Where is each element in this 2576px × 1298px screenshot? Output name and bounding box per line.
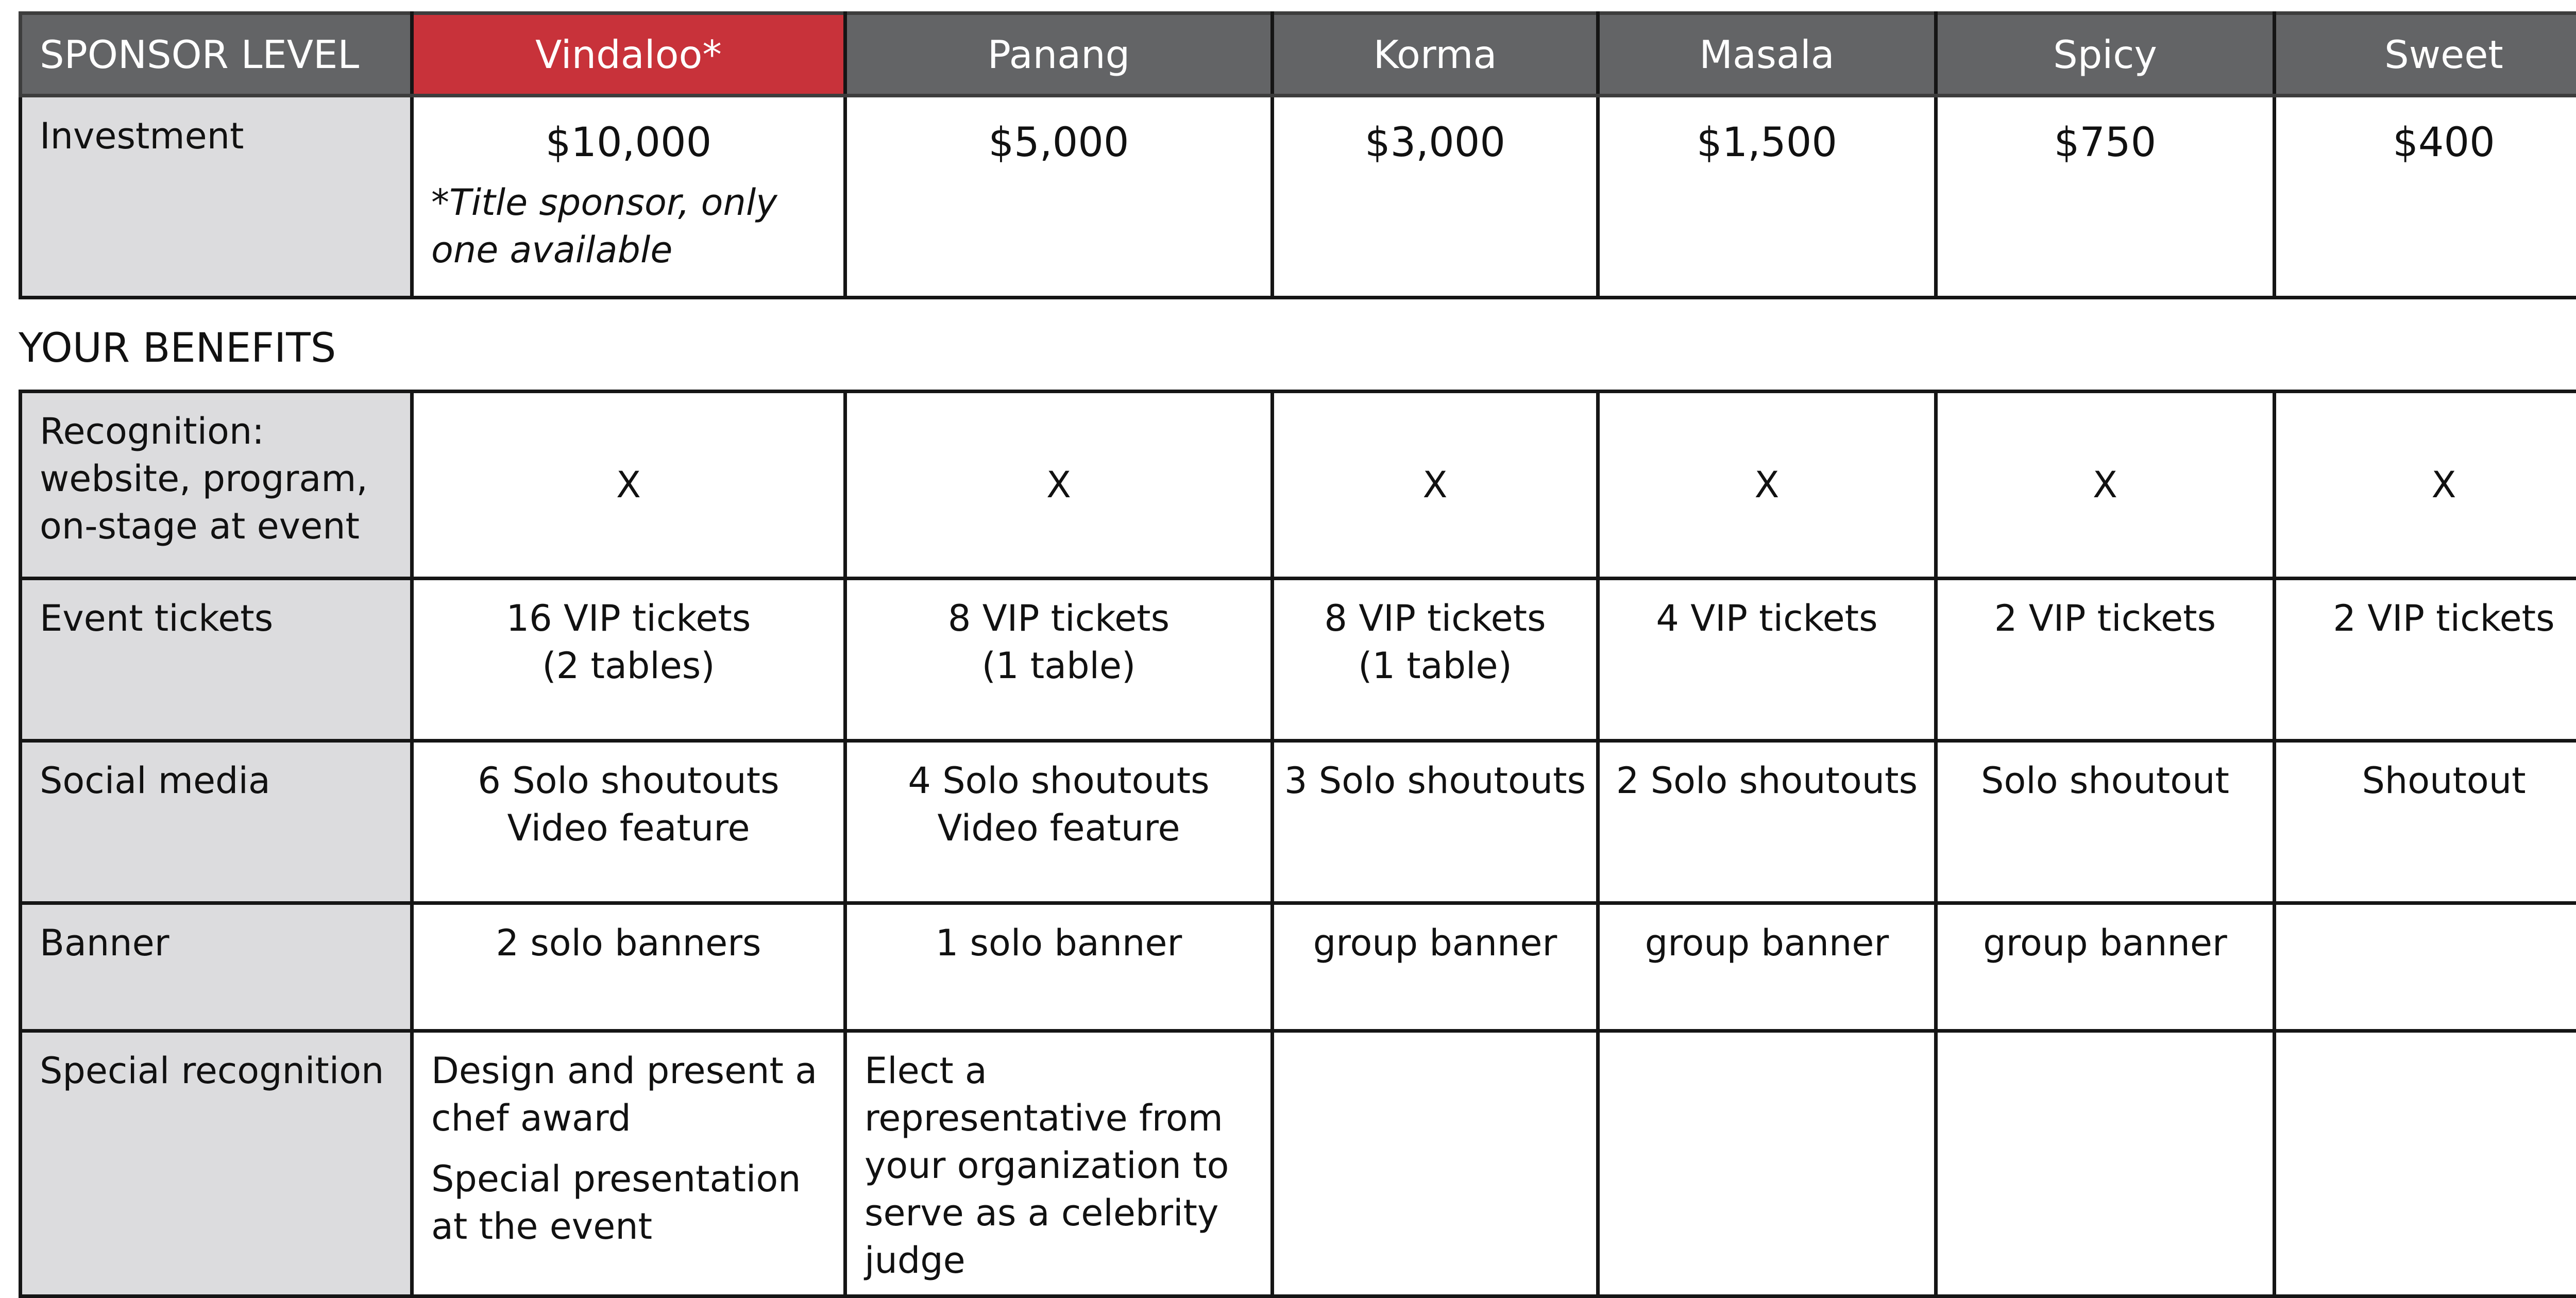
level-masala-header: Masala xyxy=(1598,13,1936,96)
vindaloo-tickets xyxy=(412,579,845,741)
benefits-section-title: YOUR BENEFITS xyxy=(19,326,336,371)
korma-special xyxy=(1273,1031,1598,1296)
masala-tickets-count: 4 VIP tickets xyxy=(1600,595,1934,642)
korma-investment: $3,000 xyxy=(1274,97,1596,168)
spicy-investment: $750 xyxy=(1938,97,2273,168)
sponsor-level-header-row xyxy=(21,13,2576,96)
panang-special xyxy=(845,1031,1273,1296)
panang-social xyxy=(845,741,1273,903)
masala-social xyxy=(1598,741,1936,903)
vindaloo-social xyxy=(412,741,845,903)
sweet-tickets-count: 2 VIP tickets xyxy=(2276,595,2576,642)
benefits-table xyxy=(19,390,2576,1298)
sweet-investment: $400 xyxy=(2276,97,2576,168)
sweet-banner xyxy=(2275,903,2576,1031)
korma-banner: group banner xyxy=(1273,903,1598,1031)
spicy-recognition-mark: X xyxy=(1936,392,2275,579)
masala-shoutouts: 2 Solo shoutouts xyxy=(1600,757,1934,804)
sweet-tickets xyxy=(2275,579,2576,741)
spicy-tickets xyxy=(1936,579,2275,741)
panang-tickets-tables: (1 table) xyxy=(847,642,1270,689)
sponsor-level-table xyxy=(19,11,2576,299)
spicy-social xyxy=(1936,741,2275,903)
vindaloo-video-feature: Video feature xyxy=(414,804,843,852)
masala-banner: group banner xyxy=(1598,903,1936,1031)
special-recognition-row xyxy=(21,1031,2576,1296)
spicy-shoutouts: Solo shoutout xyxy=(1938,757,2273,804)
recognition-label: Recognition: website, program, on-stage at event xyxy=(21,392,412,579)
social-media-label: Social media xyxy=(21,741,412,903)
sweet-social xyxy=(2275,741,2576,903)
panang-banner: 1 solo banner xyxy=(845,903,1273,1031)
social-media-row xyxy=(21,741,2576,903)
masala-recognition-mark: X xyxy=(1598,392,1936,579)
title-sponsor-note: *Title sponsor, only one available xyxy=(414,168,843,274)
tickets-row xyxy=(21,579,2576,741)
panang-tickets-count: 8 VIP tickets xyxy=(847,595,1270,642)
korma-tickets-tables: (1 table) xyxy=(1274,642,1596,689)
korma-tickets xyxy=(1273,579,1598,741)
special-recognition-label: Special recognition xyxy=(21,1031,412,1296)
spicy-banner: group banner xyxy=(1936,903,2275,1031)
panang-shoutouts: 4 Solo shoutouts xyxy=(847,757,1270,804)
vindaloo-investment: $10,000 xyxy=(414,97,843,168)
level-panang-header: Panang xyxy=(845,13,1273,96)
vindaloo-special-presentation: Special presentation at the event xyxy=(431,1155,826,1250)
korma-social xyxy=(1273,741,1598,903)
masala-tickets xyxy=(1598,579,1936,741)
vindaloo-special xyxy=(412,1031,845,1296)
panang-video-feature: Video feature xyxy=(847,804,1270,852)
vindaloo-investment-cell xyxy=(412,96,845,298)
panang-tickets xyxy=(845,579,1273,741)
vindaloo-shoutouts: 6 Solo shoutouts xyxy=(414,757,843,804)
vindaloo-tickets-count: 16 VIP tickets xyxy=(414,595,843,642)
level-vindaloo-header: Vindaloo* xyxy=(412,13,845,96)
recognition-row xyxy=(21,392,2576,579)
spicy-special xyxy=(1936,1031,2275,1296)
banner-row xyxy=(21,903,2576,1031)
vindaloo-chef-award: Design and present a chef award xyxy=(431,1047,826,1142)
vindaloo-banner: 2 solo banners xyxy=(412,903,845,1031)
sponsor-level-heading: SPONSOR LEVEL xyxy=(21,13,412,96)
korma-tickets-count: 8 VIP tickets xyxy=(1274,595,1596,642)
panang-recognition-mark: X xyxy=(845,392,1273,579)
masala-investment: $1,500 xyxy=(1600,97,1934,168)
sweet-special xyxy=(2275,1031,2576,1296)
spicy-tickets-count: 2 VIP tickets xyxy=(1938,595,2273,642)
panang-celebrity-judge: Elect a representative from your organization to serve as a celebrity judge xyxy=(865,1047,1253,1284)
banner-label: Banner xyxy=(21,903,412,1031)
vindaloo-tickets-tables: (2 tables) xyxy=(414,642,843,689)
panang-investment: $5,000 xyxy=(847,97,1270,168)
tickets-label: Event tickets xyxy=(21,579,412,741)
investment-label: Investment xyxy=(21,96,412,298)
level-korma-header: Korma xyxy=(1273,13,1598,96)
sweet-recognition-mark: X xyxy=(2275,392,2576,579)
sweet-shoutouts: Shoutout xyxy=(2276,757,2576,804)
korma-recognition-mark: X xyxy=(1273,392,1598,579)
vindaloo-recognition-mark: X xyxy=(412,392,845,579)
masala-special xyxy=(1598,1031,1936,1296)
sponsor-page xyxy=(19,11,2576,299)
level-sweet-header: Sweet xyxy=(2275,13,2576,96)
investment-row xyxy=(21,96,2576,298)
korma-shoutouts: 3 Solo shoutouts xyxy=(1274,757,1596,804)
level-spicy-header: Spicy xyxy=(1936,13,2275,96)
